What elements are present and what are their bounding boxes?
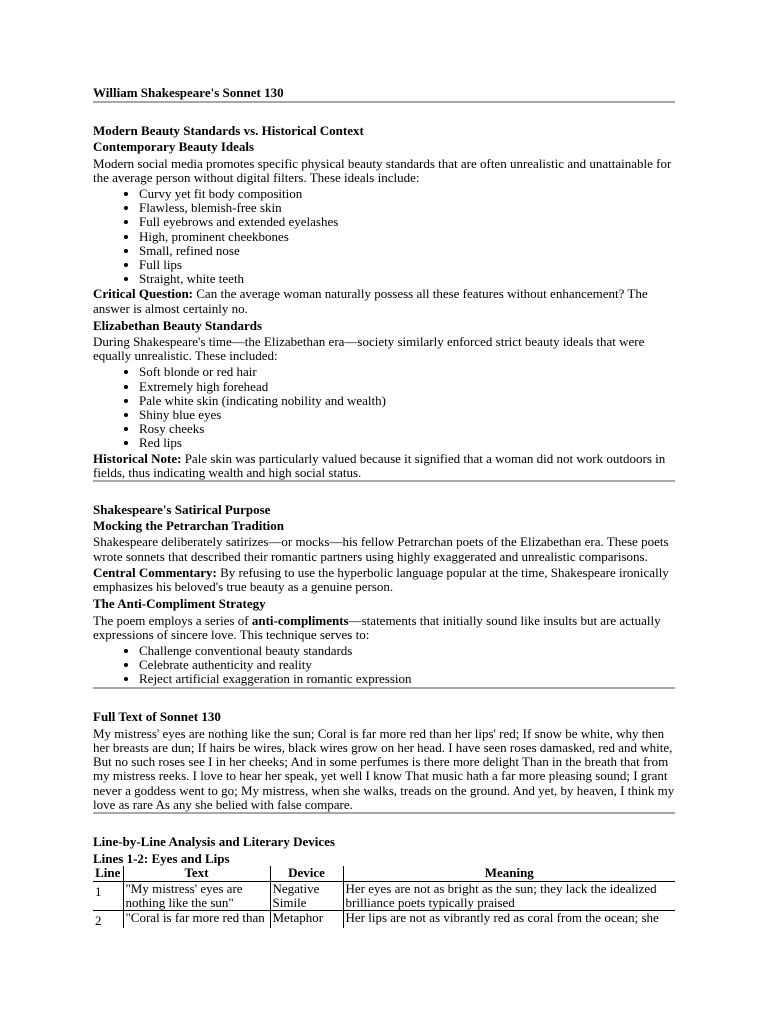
subheading-contemporary: Contemporary Beauty Ideals xyxy=(93,139,255,155)
list-item: • Shiny blue eyes xyxy=(139,408,675,422)
subheading-elizabethan: Elizabethan Beauty Standards xyxy=(93,317,263,333)
column-header-device: Device xyxy=(270,866,343,881)
cell-text: "Coral is far more red than xyxy=(123,910,270,928)
column-header-line: Line xyxy=(93,866,123,881)
table-row xyxy=(93,910,675,928)
list-item: • Red lips xyxy=(139,436,675,450)
list-item: • Flawless, blemish-free skin xyxy=(139,201,675,215)
cell-text: "My mistress' eyes are nothing like the sun" xyxy=(123,881,270,910)
section-heading-beauty: Modern Beauty Standards vs. Historical Context xyxy=(93,123,364,139)
list-item: • Challenge conventional beauty standards xyxy=(139,644,675,658)
list-item: • Rosy cheeks xyxy=(139,422,675,436)
list-item: • High, prominent cheekbones xyxy=(139,230,675,244)
elizabethan-standards-list xyxy=(93,365,675,450)
historical-note-text: Pale skin was particularly valued because it signified that a woman did not work outdoors in fields, thus indicating wealth and high social status. xyxy=(93,450,666,480)
table-row xyxy=(93,881,675,910)
historical-note-label: Historical Note: xyxy=(93,450,182,466)
section-heading-fulltext: Full Text of Sonnet 130 xyxy=(93,708,221,724)
contemporary-ideals-list xyxy=(93,187,675,286)
central-commentary-label: Central Commentary: xyxy=(93,564,217,580)
column-header-text: Text xyxy=(123,866,270,881)
list-item: • Reject artificial exaggeration in romantic expression xyxy=(139,672,675,686)
subheading-petrarchan: Mocking the Petrarchan Tradition xyxy=(93,518,285,534)
document-title: William Shakespeare's Sonnet 130 xyxy=(93,85,284,100)
column-header-meaning: Meaning xyxy=(343,866,675,881)
contemporary-intro: Modern social media promotes specific physical beauty standards that are often unrealistic and unattainable for the average person without digital filters. These ideals include: xyxy=(93,155,672,185)
section-heading-analysis: Line-by-Line Analysis and Literary Devices xyxy=(93,833,335,849)
anti-compliment-text-end: —statements that initially sound like insults but are actually expressions of sincere love. This technique serves to: xyxy=(93,612,661,642)
central-commentary xyxy=(93,566,675,594)
subheading-lines-1-2: Lines 1-2: Eyes and Lips xyxy=(93,851,230,867)
list-item: • Full lips xyxy=(139,258,675,272)
list-item: • Soft blonde or red hair xyxy=(139,365,675,379)
cell-meaning: Her eyes are not as bright as the sun; they lack the idealized brilliance poets typically praised xyxy=(343,881,675,910)
anti-compliment-list xyxy=(93,644,675,687)
analysis-table xyxy=(93,866,675,928)
list-item: • Full eyebrows and extended eyelashes xyxy=(139,215,675,229)
table-header-row xyxy=(93,866,675,881)
petrarchan-text: Shakespeare deliberately satirizes—or mocks—his fellow Petrarchan poets of the Elizabethan era. These poets wrote sonnets that described their romantic partners using highly exaggerated and unrealistic comparisons. xyxy=(93,534,669,564)
historical-note xyxy=(93,452,675,480)
cell-line: 2 xyxy=(93,910,123,928)
cell-device: Negative Simile xyxy=(270,881,343,910)
section-heading-satire: Shakespeare's Satirical Purpose xyxy=(93,502,271,518)
anti-compliment-text xyxy=(93,614,675,642)
cell-device: Metaphor xyxy=(270,910,343,928)
document-page xyxy=(93,86,675,928)
central-commentary-text: By refusing to use the hyperbolic language popular at the time, Shakespeare ironically emphasizes his beloved's true beauty as a genuine person. xyxy=(93,564,669,595)
critical-question xyxy=(93,287,675,315)
list-item: • Pale white skin (indicating nobility and wealth) xyxy=(139,394,675,408)
subheading-anti-compliment: The Anti-Compliment Strategy xyxy=(93,596,266,612)
critical-question-label: Critical Question: xyxy=(93,286,194,302)
list-item: • Straight, white teeth xyxy=(139,272,675,286)
anti-compliment-term: anti-compliments xyxy=(251,612,349,628)
anti-compliment-text-start: The poem employs a series of xyxy=(93,612,252,628)
list-item: • Curvy yet fit body composition xyxy=(139,187,675,201)
cell-line: 1 xyxy=(93,881,123,910)
elizabethan-intro: During Shakespeare's time—the Elizabethan era—society similarly enforced strict beauty ideals that were equally unrealistic. These included: xyxy=(93,334,645,364)
cell-meaning: Her lips are not as vibrantly red as coral from the ocean; she xyxy=(345,909,659,925)
critical-question-text: Can the average woman naturally possess all these features without enhancement? The answer is almost certainly no. xyxy=(93,286,648,316)
list-item: • Celebrate authenticity and reality xyxy=(139,658,675,672)
list-item: • Small, refined nose xyxy=(139,244,675,258)
list-item: • Extremely high forehead xyxy=(139,380,675,394)
sonnet-full-text: My mistress' eyes are nothing like the sun; Coral is far more red than her lips' red; If snow be white, why then her breasts are dun; If hairs be wires, black wires grow on her head. I have seen roses damasked, red and white, But no such roses see I in her cheeks; And in some perfumes is there more delight Than in the breath that from my mistress reeks. I love to hear her speak, yet well I know That music hath a far more pleasing sound; I grant never a goddess went to go; My mistress, when she walks, treads on the ground. And yet, by heaven, I think my love as rare As any she belied with false compare. xyxy=(93,725,675,812)
